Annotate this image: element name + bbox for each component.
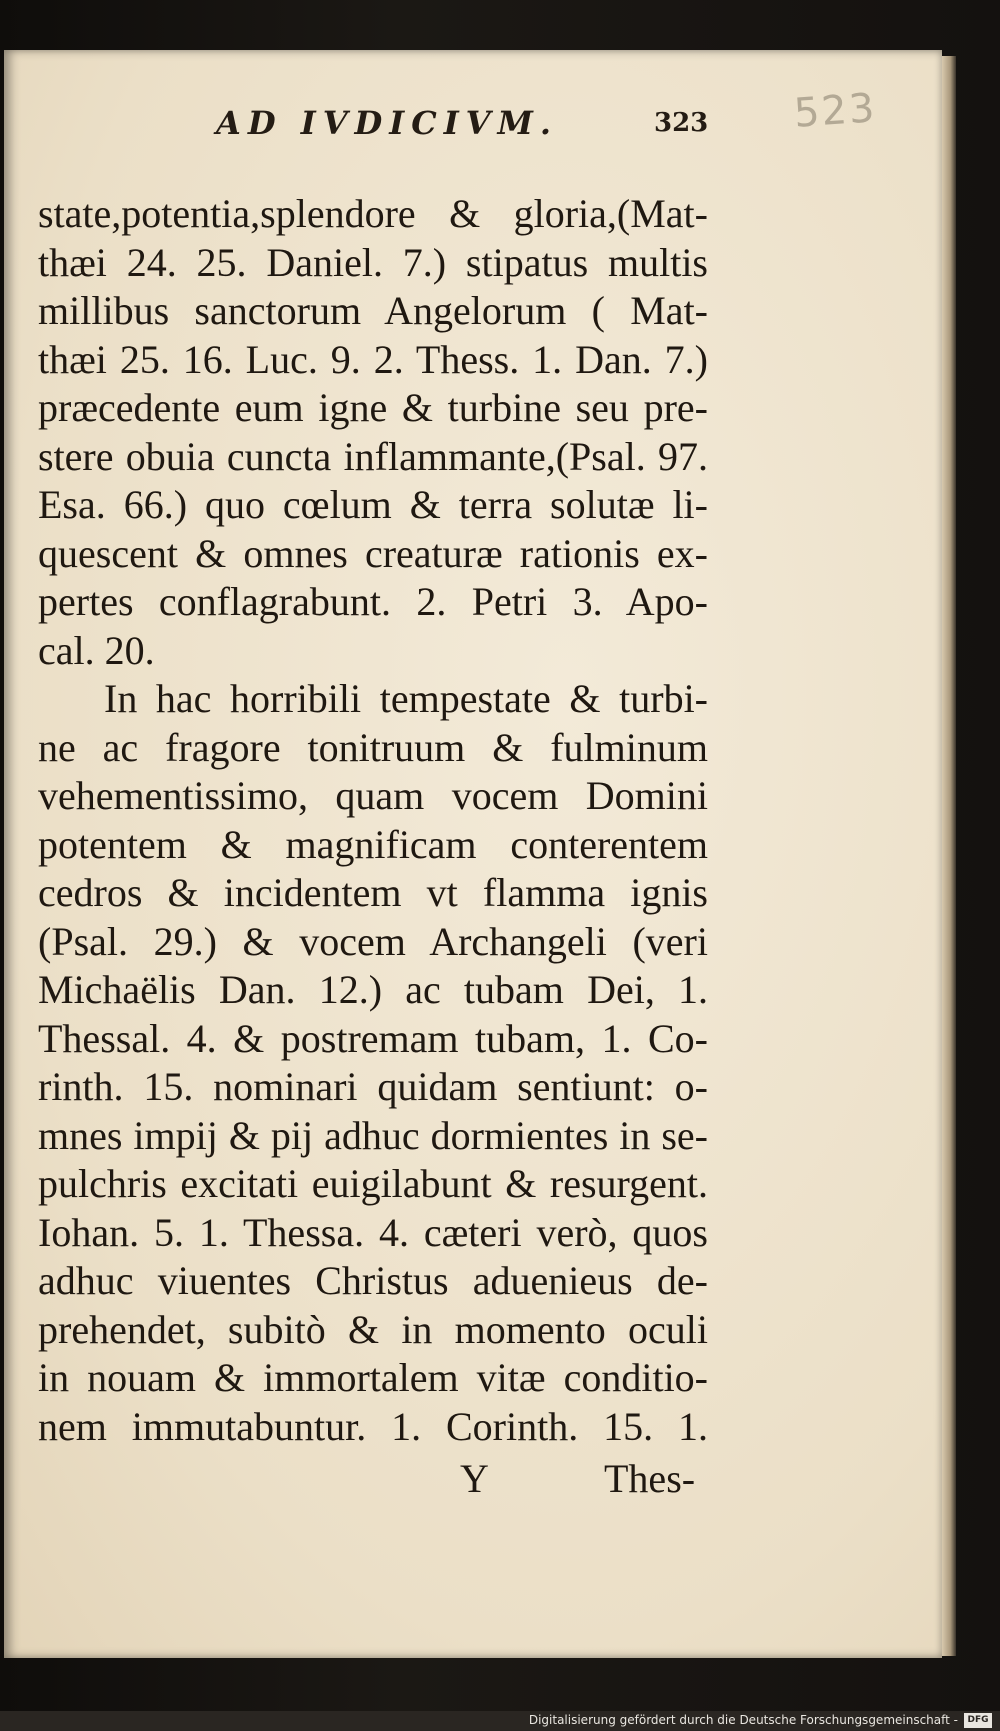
- text-line: Esa. 66.) quo cœlum & terra solutæ li-: [38, 482, 708, 527]
- catchword: Thes-: [604, 1456, 696, 1501]
- text-line: stere obuia cuncta inflammante,(Psal. 97.: [38, 433, 708, 479]
- text-line: mnes impij & pij adhuc dormientes in se-: [38, 1112, 708, 1158]
- text-line: thæi 24. 25. Daniel. 7.) stipatus multis: [38, 239, 708, 285]
- text-line: Iohan. 5. 1. Thessa. 4. cæteri verò, quos: [38, 1209, 708, 1255]
- signature-mark: Y: [460, 1456, 489, 1501]
- text-line: pertes conflagrabunt. 2. Petri 3. Apo-: [38, 579, 708, 624]
- digitization-footer: [0, 1711, 1000, 1731]
- handwritten-folio-number: 523: [792, 85, 878, 137]
- text-line: ne ac fragore tonitruum & fulminum: [38, 724, 708, 770]
- text-line: vehementissimo, quam vocem Domini: [38, 773, 708, 818]
- text-line: cedros & incidentem vt flamma ignis: [38, 870, 708, 915]
- catchword-line: [38, 1455, 708, 1505]
- text-line: cal. 20.: [38, 627, 155, 673]
- running-head-title: AD IVDICIVM.: [216, 104, 559, 142]
- paragraph-start-line: In hac horribili tempestate & turbi-: [104, 676, 708, 721]
- text-line: thæi 25. 16. Luc. 9. 2. Thess. 1. Dan. 7.): [38, 336, 708, 382]
- body-text: [38, 190, 708, 1451]
- text-line: Michaëlis Dan. 12.) ac tubam Dei, 1.: [38, 967, 708, 1012]
- page-fore-edge: [942, 56, 956, 1656]
- dfg-logo: DFG: [964, 1713, 992, 1728]
- text-line: præcedente eum igne & turbine seu pre-: [38, 385, 708, 430]
- text-line: in nouam & immortalem vitæ conditio-: [38, 1355, 708, 1400]
- text-line: nem immutabuntur. 1. Corinth. 15. 1.: [38, 1403, 708, 1449]
- text-line: millibus sanctorum Angelorum ( Mat-: [38, 288, 708, 333]
- text-line: rinth. 15. nominari quidam sentiunt: o-: [38, 1064, 708, 1109]
- page-number: 323: [654, 108, 709, 138]
- text-line: quescent & omnes creaturæ rationis ex-: [38, 530, 708, 576]
- text-line: potentem & magnificam conterentem: [38, 821, 708, 867]
- text-line: state,potentia,splendore & gloria,(Mat-: [38, 191, 708, 236]
- text-line: Thessal. 4. & postremam tubam, 1. Co-: [38, 1015, 708, 1061]
- book-page: [4, 50, 942, 1658]
- text-line: (Psal. 29.) & vocem Archangeli (veri: [38, 918, 708, 964]
- text-line: prehendet, subitò & in momento oculi: [38, 1306, 708, 1352]
- funding-credit: Digitalisierung gefördert durch die Deutsche Forschungsgemeinschaft -: [528, 1713, 958, 1727]
- text-line: adhuc viuentes Christus aduenieus de-: [38, 1258, 708, 1303]
- text-line: pulchris excitati euigilabunt & resurgent.: [38, 1161, 708, 1206]
